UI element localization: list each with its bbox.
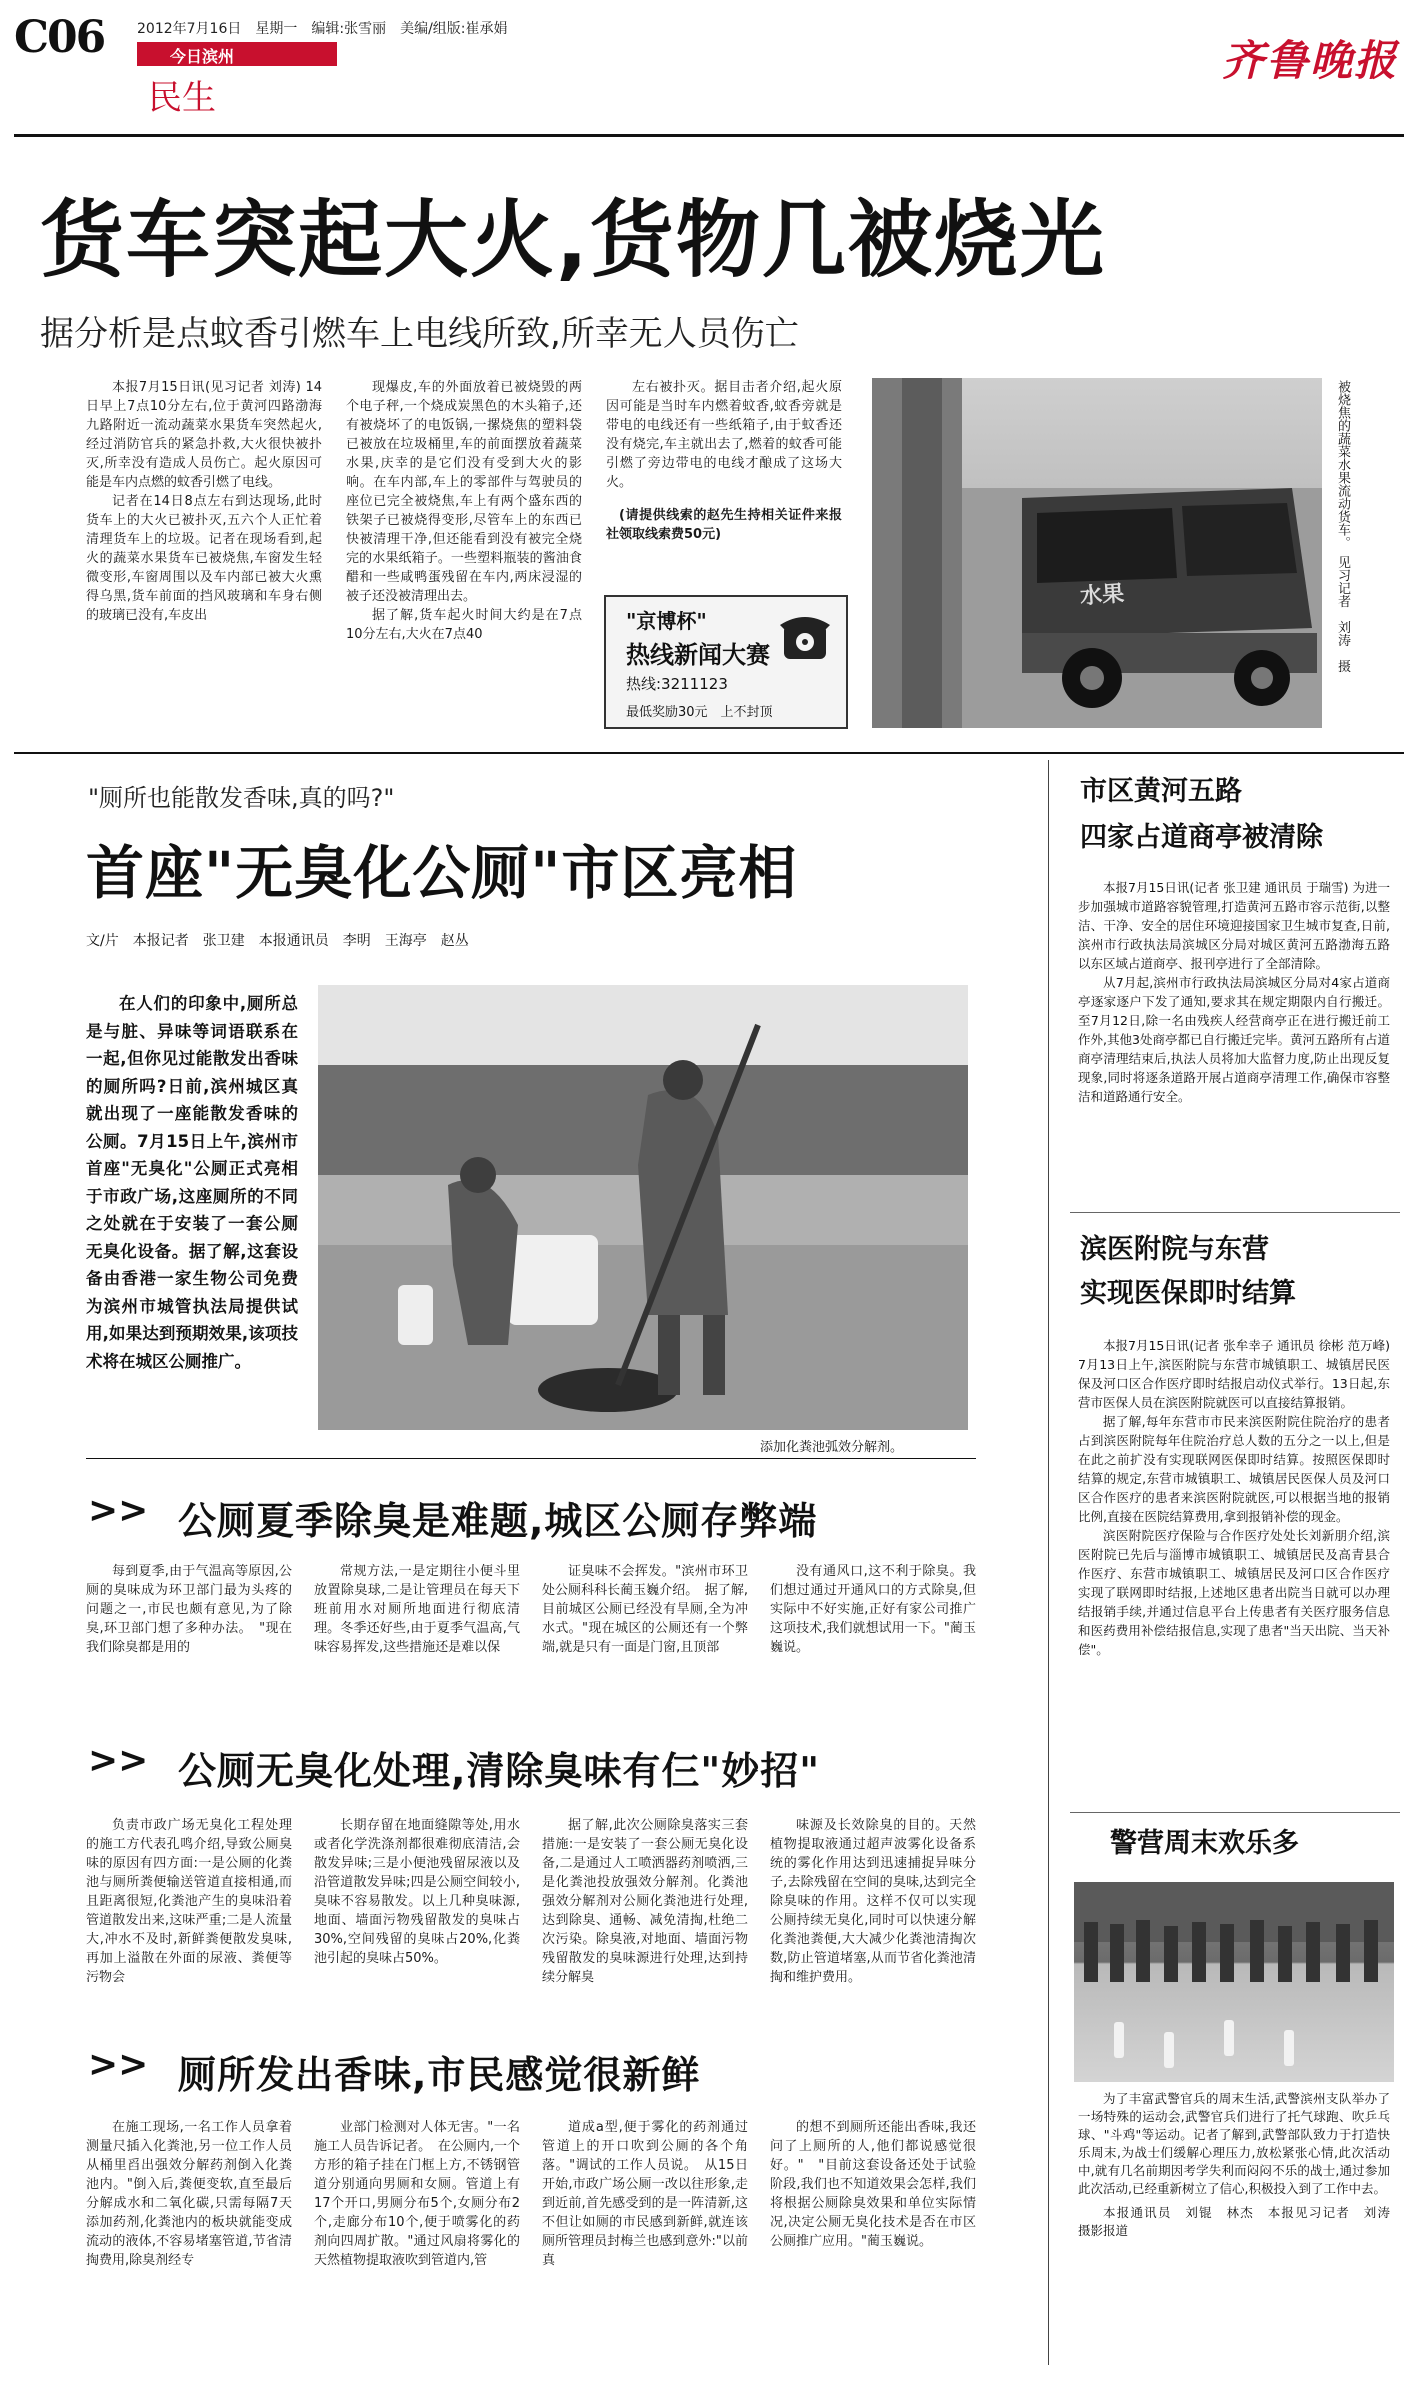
section-tag-label: 今日滨州 bbox=[170, 47, 235, 66]
lead-para: 记者在14日8点左右到达现场,此时货车上的大火已被扑灭,五六个人正忙着清理货车上的垃圾。记者在现场看到,起火的蔬菜水果货车已被烧焦,车窗发生轻微变形,车窗周围以及车内部已被大火熏得乌黑,货车前面的挡风玻璃和车身右侧的玻璃已没有,车皮出 bbox=[86, 494, 322, 623]
hotline-phone: 热线:3211123 bbox=[626, 675, 728, 693]
section-arrow: >> bbox=[88, 2044, 149, 2085]
sidebar-rule bbox=[1070, 1212, 1400, 1213]
toilet-byline: 文/片 本报记者 张卫建 本报通讯员 李明 王海亭 赵丛 bbox=[86, 933, 469, 949]
lead-headline: 货车突起大火,货物几被烧光 bbox=[40, 191, 1106, 289]
header-rule bbox=[14, 134, 1404, 137]
sidebar-caption-para: 为了丰富武警官兵的周末生活,武警滨州支队举办了一场特殊的运动会,武警官兵们进行了托气球跑、吹乒乓球、"斗鸡"等运动。记者了解到,武警部队致力于打造快乐周末,为战士们缓解心理压力,放松紧张心情,此次活动中,就有几名前期因考学失利而闷闷不乐的战士,通过参加此次活动,已经重新树立了信心,积极投入到了工作中去。 bbox=[1078, 2091, 1390, 2196]
lead-para: 现爆皮,车的外面放着已被烧毁的两个电子秤,一个烧成炭黑色的木头箱子,还有被烧坏了的电饭锅,一摞烧焦的塑料袋已被放在垃圾桶里,车的前面摆放着蔬菜水果,庆幸的是它们没有受到大火的影响。在车内部,车上的零部件与驾驶员的座位已完全被烧焦,车上有两个盛东西的铁架子已被烧得变形,尽管车上的东西已快被清理干净,但还能看到没有被完全烧完的水果纸箱子。一些塑料瓶装的酱油食醋和一些咸鸭蛋残留在车内,两床浸湿的被子还没被清理出去。 bbox=[346, 380, 582, 604]
sidebar-rule bbox=[1070, 1812, 1400, 1813]
hotline-box bbox=[604, 595, 848, 729]
sidebar-story3-title: 警营周末欢乐多 bbox=[1110, 1828, 1299, 1859]
sidebar-story1-title-1: 市区黄河五路 bbox=[1080, 776, 1242, 807]
section-col bbox=[770, 1562, 976, 1657]
section-title: 公厕无臭化处理,清除臭味有仨"妙招" bbox=[178, 1749, 821, 1793]
toilet-intro-para: 在人们的印象中,厕所总是与脏、异味等词语联系在一起,但你见过能散发出香味的厕所吗?日前,滨州城区真就出现了一座能散发香味的公厕。7月15日上午,滨州市首座"无臭化"公厕正式亮相于市政广场,这座厕所的不同之处就在于安装了一套公厕无臭化设备。据了解,这套设备由香港一家生物公司免费为滨州市城管执法局提供试用,如果达到预期效果,该项技术将在城区公厕推广。 bbox=[86, 994, 298, 1371]
section-para: 证臭味不会挥发。"滨州市环卫处公厕科科长蔺玉巍介绍。 据了解,目前城区公厕已经没有旱厕,全为冲水式。"现在城区的公厕还有一个弊端,就是只有一面是门窗,且顶部 bbox=[542, 1564, 748, 1655]
section-tag bbox=[137, 42, 337, 66]
section-para: 据了解,此次公厕除臭落实三套措施:一是安装了一套公厕无臭化设备,二是通过人工喷洒器药剂喷洒,三是化粪池投放强效分解剂。化粪池强效分解剂对公厕化粪池进行处理,达到除臭、通畅、减免清掏,杜绝二次污染。除臭液,对地面、墙面污物残留散发的臭味源进行处理,达到持续分解臭 bbox=[542, 1818, 748, 1985]
section-col bbox=[542, 1816, 748, 1987]
lead-subhead: 据分析是点蚊香引燃车上电线所致,所幸无人员伤亡 bbox=[40, 314, 799, 354]
credit-note: (请提供线索的赵先生持相关证件来报社领取线索费50元) bbox=[606, 508, 842, 542]
workers-photo bbox=[318, 985, 968, 1430]
workers-photo-caption: 添加化粪池弧效分解剂。 bbox=[760, 1440, 904, 1455]
sidebar-para: 据了解,每年东营市市民来滨医附院住院治疗的患者占到滨医附院每年住院治疗总人数的五分之一以上,但是在此之前扩没有实现联网医保即时结算。按照医保即时结算的规定,东营市城镇职工、城镇居民医保人员及河口区合作医疗的患者来滨医附院就医,可以根据当地的报销比例,直接在医院结算费用,拿到报销补偿的现金。 bbox=[1078, 1414, 1390, 1524]
hotline-reward: 最低奖励30元 上不封顶 bbox=[626, 705, 773, 720]
page-number: C06 bbox=[14, 12, 105, 63]
van-text: 水果 bbox=[1079, 581, 1125, 610]
lead-col-2 bbox=[346, 378, 582, 644]
lead-para: 左右被扑灭。据目击者介绍,起火原因可能是当时车内燃着蚊香,蚊香旁就是带电的电线还有一些纸箱子,由于蚊香还没有烧完,车主就出去了,燃着的蚊香可能引燃了旁边带电的电线才酿成了这场大火。 bbox=[606, 380, 842, 490]
sidebar-para: 本报7月15日讯(记者 张牟幸子 通讯员 徐彬 范万峰) 7月13日上午,滨医附院与东营市城镇职工、城镇居民医保及河口区合作医疗即时结报启动仪式举行。13日起,东营市医保人员在滨医附院就医可以直接结算报销。 bbox=[1078, 1338, 1391, 1410]
lead-para: 本报7月15日讯(见习记者 刘涛) 14日早上7点10分左右,位于黄河四路渤海九路附近一流动蔬菜水果货车突然起火,经过消防官兵的紧急扑救,大火很快被扑灭,所幸没有造成人员伤亡。起火原因可能是车内点燃的蚊香引燃了电线。 bbox=[86, 380, 322, 490]
sidebar-story1-text bbox=[1078, 878, 1390, 1106]
burned-van-photo bbox=[872, 378, 1322, 728]
section-para: 在施工现场,一名工作人员拿着测量尺插入化粪池,另一位工作人员从桶里舀出强效分解药剂倒入化粪池内。"倒入后,粪便变软,直至最后分解成水和二氧化碳,只需每隔7天添加药剂,化粪池内的板块就能变成流动的液体,不容易堵塞管道,节省清掏费用,除臭剂经专 bbox=[86, 2120, 292, 2268]
section-para: 没有通风口,这不利于除臭。我们想过通过开通风口的方式除臭,但实际中不好实施,正好有家公司推广这项技术,我们就想试用一下。"蔺玉巍说。 bbox=[770, 1564, 976, 1655]
section-col bbox=[86, 1816, 292, 1987]
sidebar-divider bbox=[1048, 760, 1049, 2365]
section-para: 的想不到厕所还能出香味,我还问了上厕所的人,他们都说感觉很好。" "目前这套设备还处于试验阶段,我们也不知道效果会怎样,我们将根据公厕除臭效果和单位实际情况,决定公厕无臭化技术是否在市区公厕推广应用。"蔺玉巍说。 bbox=[770, 2120, 976, 2249]
section-col bbox=[542, 2118, 748, 2270]
section-col bbox=[770, 1816, 976, 1987]
toilet-headline: 首座"无臭化公厕"市区亮相 bbox=[86, 839, 798, 907]
van-photo-caption: 被烧焦的蔬菜水果流动货车。 见习记者 刘涛 摄 bbox=[1335, 380, 1350, 673]
section-col bbox=[314, 2118, 520, 2270]
section-col bbox=[770, 2118, 976, 2251]
section-arrow: >> bbox=[88, 1490, 149, 1531]
section-col bbox=[314, 1562, 520, 1657]
section-para: 每到夏季,由于气温高等原因,公厕的臭味成为环卫部门最为头疼的问题之一,市民也颇有意见,为了除臭,环卫部门想了多种办法。 "现在我们除臭都是用的 bbox=[86, 1564, 292, 1655]
section-para: 负责市政广场无臭化工程处理的施工方代表孔鸣介绍,导致公厕臭味的原因有四方面:一是公厕的化粪池与厕所粪便输送管道直接相通,而且距离很短,化粪池产生的臭味沿着管道散发出来,这味严重;二是人流量大,冲水不及时,新鲜粪便散发臭味,再加上溢散在外面的尿液、粪便等污物会 bbox=[86, 1818, 292, 1985]
date-line: 2012年7月16日 星期一 编辑:张雪丽 美编/组版:崔承娟 bbox=[137, 21, 508, 37]
sidebar-para: 滨医附院医疗保险与合作医疗处处长刘新朋介绍,滨医附院已先后与淄博市城镇职工、城镇居民及高青县合作医疗、东营市城镇职工、城镇居民及河口区合作医疗实现了联网即时结报,上述地区患者出院当日就可以办理结报销手续,并通过信息平台上传患者有关医疗服务信息和医药费用补偿结报信息,实现了患者"当天出院、当天补偿"。 bbox=[1078, 1528, 1390, 1657]
police-sports-photo bbox=[1074, 1882, 1394, 2082]
section-para: 业部门检测对人体无害。"一名施工人员告诉记者。 在公厕内,一个方形的箱子挂在门框上方,不锈钢管道分别通向男厕和女厕。管道上有17个开口,男厕分布5个,女厕分布2个,走廊分布10个,便于喷雾化的药剂向四周扩散。"通过风扇将雾化的天然植物提取液吹到管道内,管 bbox=[314, 2120, 520, 2268]
toilet-photo-rule bbox=[86, 1458, 976, 1459]
section-para: 道成a型,便于雾化的药剂通过管道上的开口吹到公厕的各个角落。"调试的工作人员说。 从15日开始,市政广场公厕一改以往形象,走到近前,首先感受到的是一阵清新,这不但让如厕的市民感到新鲜,就连该厕所管理员封梅兰也感到意外:"以前真 bbox=[542, 2120, 748, 2268]
section-col bbox=[86, 2118, 292, 2270]
section-title: 民生 bbox=[148, 78, 216, 118]
masthead-logo: 齐鲁晚报 bbox=[1222, 36, 1399, 85]
section-title: 公厕夏季除臭是难题,城区公厕存弊端 bbox=[178, 1499, 818, 1543]
sidebar-story2-title-2: 实现医保即时结算 bbox=[1080, 1278, 1296, 1309]
sidebar-para: 从7月起,滨州市行政执法局滨城区分局对4家占道商亭逐家逐户下发了通知,要求其在规定期限内自行搬迁。至7月12日,除一名由残疾人经营商亭正在进行搬迁前工作外,其他3处商亭都已自行搬迁完毕。黄河五路所有占道商亭清理结束后,执法人员将加大监督力度,防止出现反复现象,同时将逐条道路开展占道商亭清理工作,确保市容整洁和道路通行安全。 bbox=[1078, 975, 1390, 1104]
toilet-intro bbox=[86, 990, 298, 1375]
sidebar-story1-title-2: 四家占道商亭被清除 bbox=[1080, 822, 1323, 853]
lead-para: 据了解,货车起火时间大约是在7点10分左右,大火在7点40 bbox=[346, 608, 582, 642]
section-col bbox=[542, 1562, 748, 1657]
section-para: 常规方法,一是定期往小便斗里放置除臭球,二是让管理员在每天下班前用水对厕所地面进行彻底清理。冬季还好些,由于夏季气温高,气味容易挥发,这些措施还是难以保 bbox=[314, 1564, 520, 1655]
hotline-title-b: 热线新闻大赛 bbox=[626, 641, 770, 669]
section-col bbox=[314, 1816, 520, 1968]
sidebar-story2-title-1: 滨医附院与东营 bbox=[1080, 1234, 1269, 1265]
section-arrow: >> bbox=[88, 1740, 149, 1781]
lead-col-1 bbox=[86, 378, 322, 625]
sidebar-para: 本报7月15日讯(记者 张卫建 通讯员 于瑞雪) 为进一步加强城市道路容貌管理,打造黄河五路市容示范街,以整洁、干净、安全的居住环境迎接国家卫生城市复查,日前,滨州市行政执法局滨城区分局对城区黄河五路渤海五路以东区域占道商亭、报刊亭进行了全部清除。 bbox=[1078, 880, 1391, 971]
toilet-kicker: "厕所也能散发香味,真的吗?" bbox=[88, 784, 395, 812]
sidebar-story3-caption bbox=[1078, 2090, 1403, 2240]
sidebar-photo-credit: 本报通讯员 刘锟 林杰 本报见习记者 刘涛 摄影报道 bbox=[1078, 2205, 1403, 2238]
hotline-title-a: "京博杯" bbox=[626, 609, 707, 633]
sidebar-story2-text bbox=[1078, 1336, 1390, 1659]
section-col bbox=[86, 1562, 292, 1657]
section-title: 厕所发出香味,市民感觉很新鲜 bbox=[178, 2053, 701, 2097]
section-para: 长期存留在地面缝隙等处,用水或者化学洗涤剂都很难彻底清洁,会散发异味;三是小便池残留尿液以及沿管道散发异味;四是公厕空间较小,臭味不容易散发。以上几种臭味源,地面、墙面污物残留散发的臭味占30%,空间残留的臭味占20%,化粪池引起的臭味占50%。 bbox=[314, 1818, 520, 1966]
lead-bottom-rule bbox=[14, 752, 1404, 754]
lead-col-3 bbox=[606, 378, 842, 544]
telephone-icon bbox=[778, 607, 832, 665]
section-para: 味源及长效除臭的目的。天然植物提取液通过超声波雾化设备系统的雾化作用达到迅速捕捉异味分子,去除残留在空间的臭味,达到完全除臭味的作用。这样不仅可以实现公厕持续无臭化,同时可以快速分解化粪池粪便,大大减少化粪池清掏次数,防止管道堵塞,从而节省化粪池清掏和维护费用。 bbox=[770, 1818, 976, 1985]
